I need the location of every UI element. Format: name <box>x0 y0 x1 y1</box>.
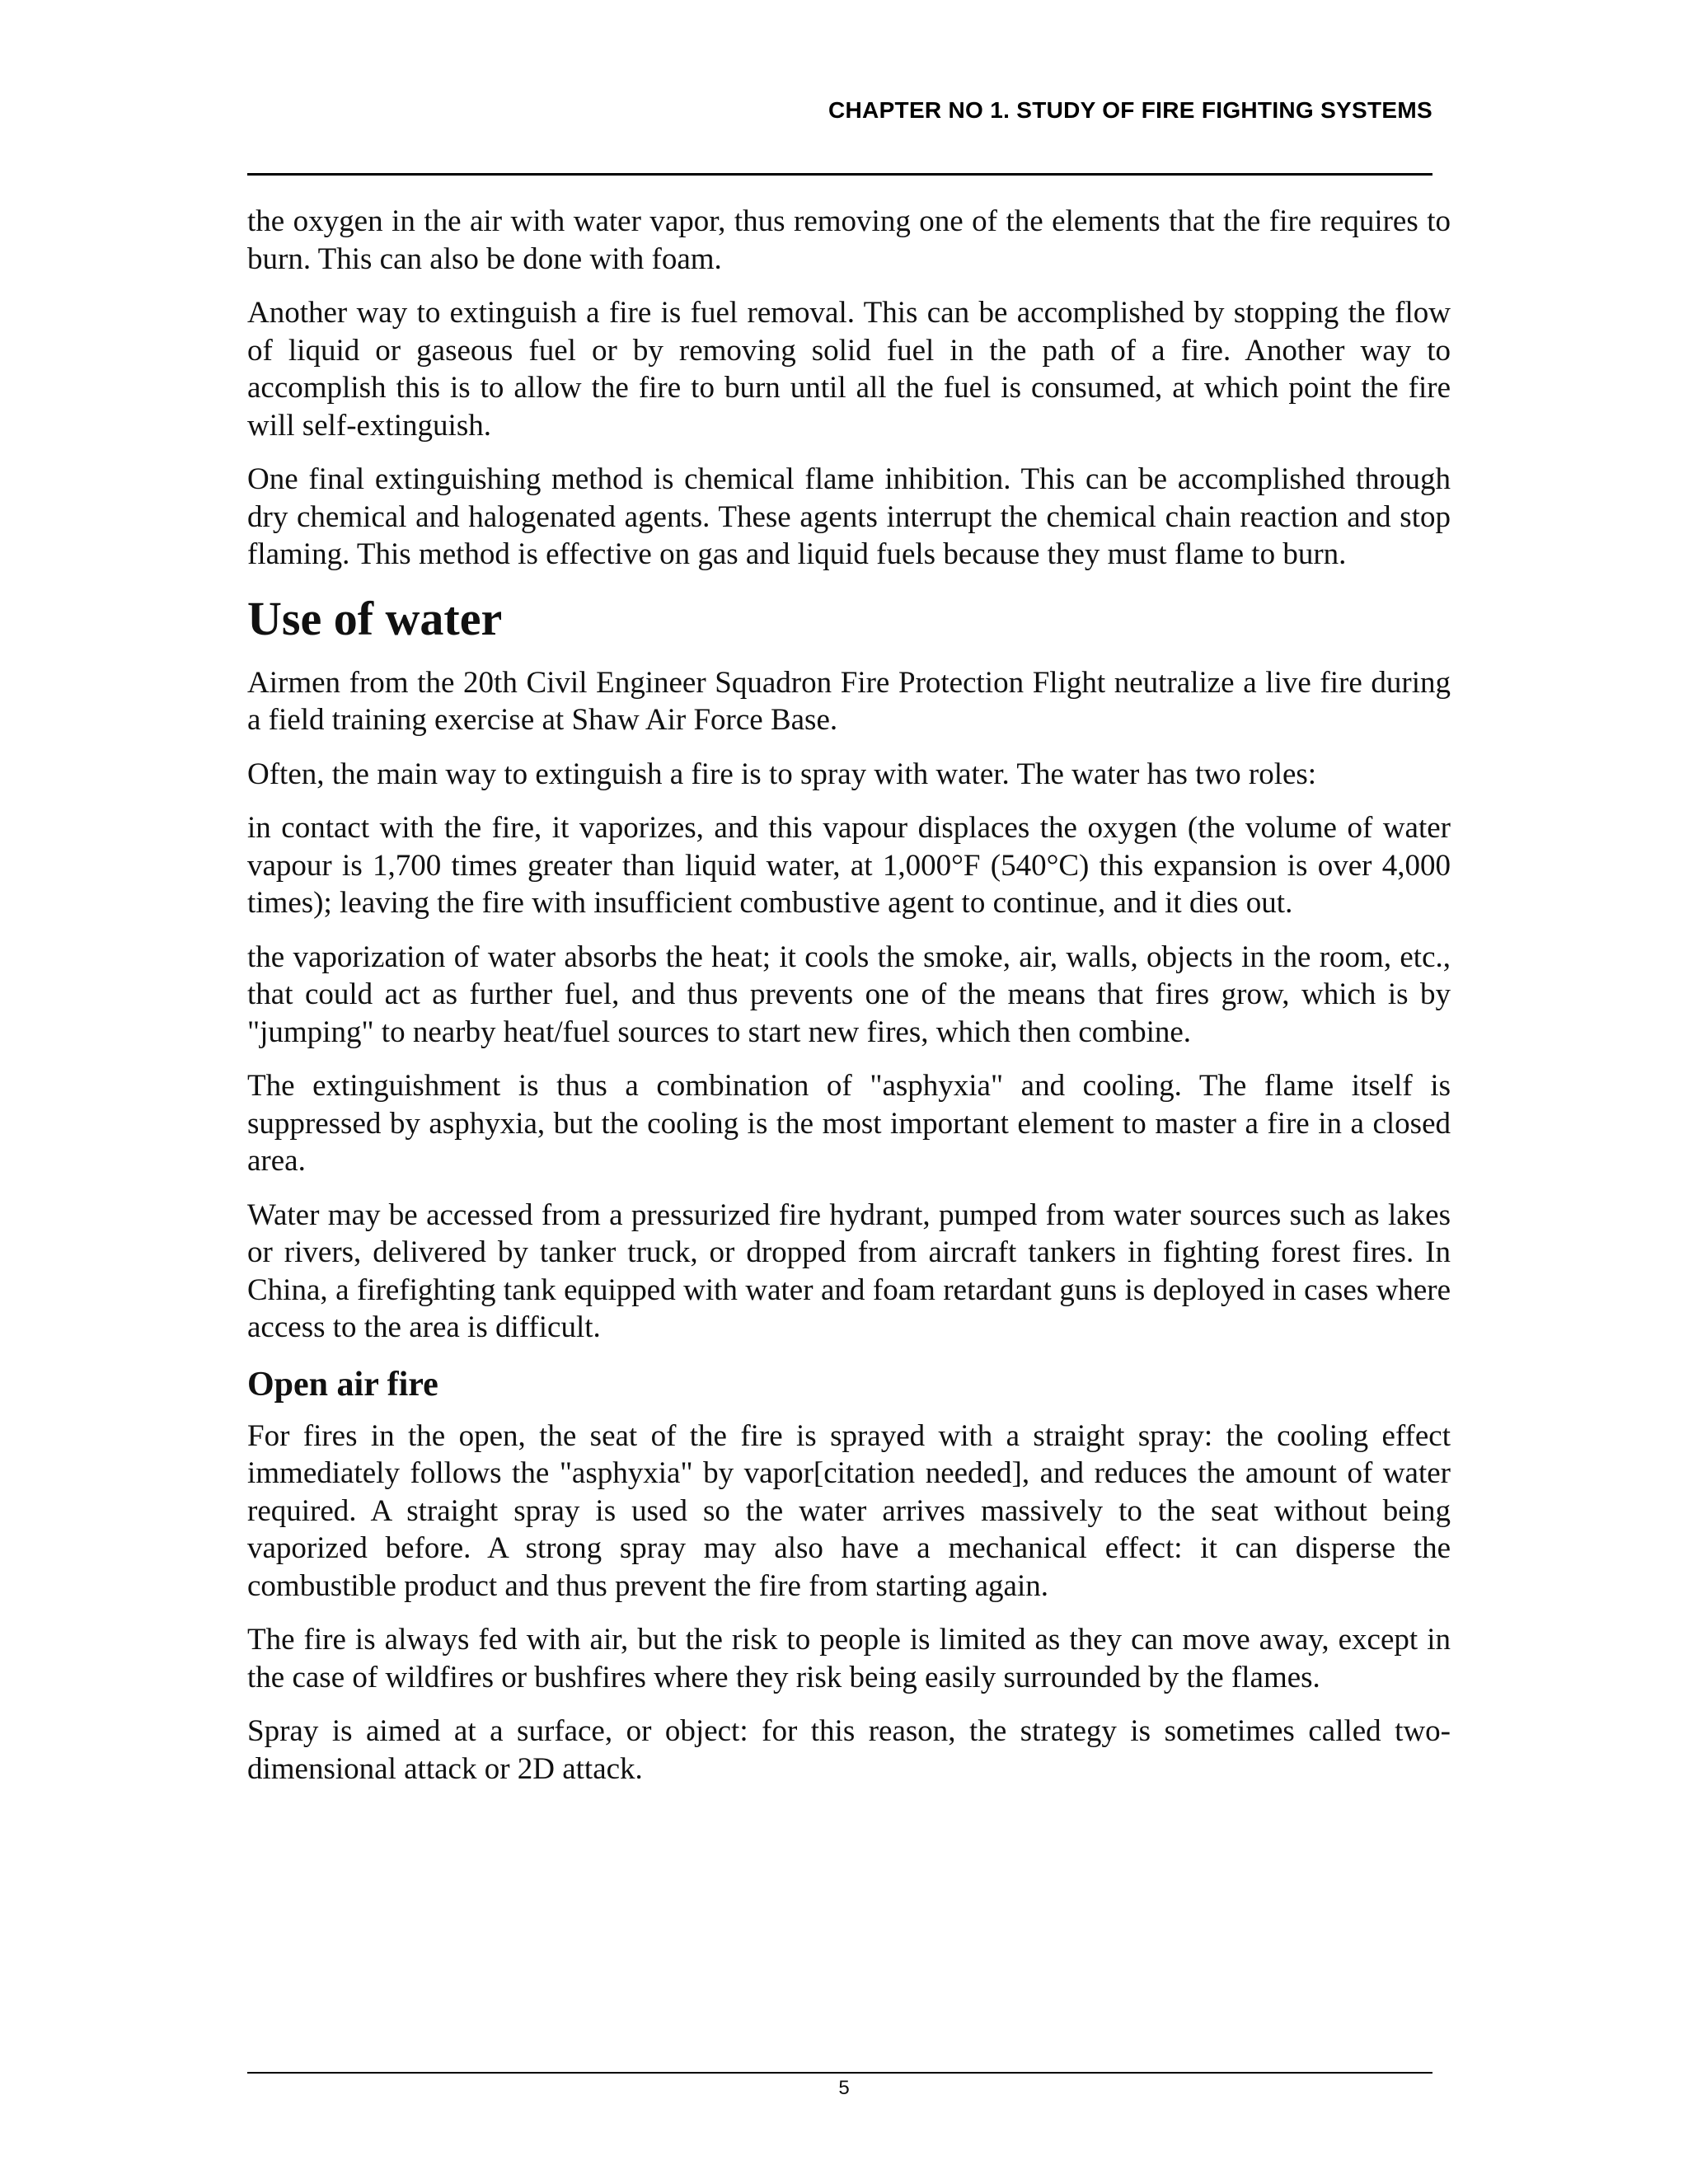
page-body <box>247 203 1451 1804</box>
paragraph: Water may be accessed from a pressurized fire hydrant, pumped from water sources such as lakes or rivers, delivered by tanker truck, or dropped from aircraft tankers in fighting forest fires. In China, a firefighting tank equipped with water and foam retardant guns is deployed in cases where access to the area is difficult. <box>247 1197 1451 1344</box>
header-divider <box>247 173 1432 176</box>
paragraph: Another way to extinguish a fire is fuel removal. This can be accomplished by stopping the flow of liquid or gaseous fuel or by removing solid fuel in the path of a fire. Another way to accomplish this is to allow the fire to burn until all the fuel is consumed, at which point the fire will self-extinguish. <box>247 296 1451 443</box>
page-number: 5 <box>838 2077 850 2099</box>
paragraph: Often, the main way to extinguish a fire is to spray with water. The water has two roles: <box>247 757 1317 791</box>
paragraph: in contact with the fire, it vaporizes, and this vapour displaces the oxygen (the volume of water vapour is 1,700 times greater than liquid water, at 1,000°F (540°C) this expansion is over 4,000 times); leaving the fire with insufficient combustive agent to continue, and it dies out. <box>247 811 1451 920</box>
paragraph: Airmen from the 20th Civil Engineer Squadron Fire Protection Flight neutralize a live fire during a field training exercise at Shaw Air Force Base. <box>247 665 1451 737</box>
footer-divider <box>247 2072 1432 2074</box>
paragraph: the oxygen in the air with water vapor, thus removing one of the elements that the fire requires to burn. This can also be done with foam. <box>247 204 1451 276</box>
paragraph: Spray is aimed at a surface, or object: for this reason, the strategy is sometimes called two-dimensional attack or 2D attack. <box>247 1714 1451 1786</box>
paragraph: the vaporization of water absorbs the heat; it cools the smoke, air, walls, objects in the room, etc., that could act as further fuel, and thus prevents one of the means that fires grow, which is by "jumping" to nearby heat/fuel sources to start new fires, which then combine. <box>247 940 1451 1049</box>
paragraph: The fire is always fed with air, but the risk to people is limited as they can move away, except in the case of wildfires or bushfires where they risk being easily surrounded by the flames. <box>247 1623 1451 1694</box>
paragraph: One final extinguishing method is chemical flame inhibition. This can be accomplished through dry chemical and halogenated agents. These agents interrupt the chemical chain reaction and stop flaming. This method is effective on gas and liquid fuels because they must flame to burn. <box>247 462 1451 571</box>
chapter-header: CHAPTER NO 1. STUDY OF FIRE FIGHTING SYSTEMS <box>828 97 1432 123</box>
section-heading-use-of-water: Use of water <box>247 591 503 645</box>
subsection-heading-open-air-fire: Open air fire <box>247 1365 438 1404</box>
paragraph: For fires in the open, the seat of the fire is sprayed with a straight spray: the cooling effect immediately follows the "asphyxia" by vapor[citation needed], and reduces the amount of water required. A straight spray is used so the water arrives massively to the seat without being vaporized before. A strong spray may also have a mechanical effect: it can disperse the combustible product and thus prevent the fire from starting again. <box>247 1418 1451 1603</box>
paragraph: The extinguishment is thus a combination of "asphyxia" and cooling. The flame itself is suppressed by asphyxia, but the cooling is the most important element to master a fire in a closed area. <box>247 1069 1451 1178</box>
